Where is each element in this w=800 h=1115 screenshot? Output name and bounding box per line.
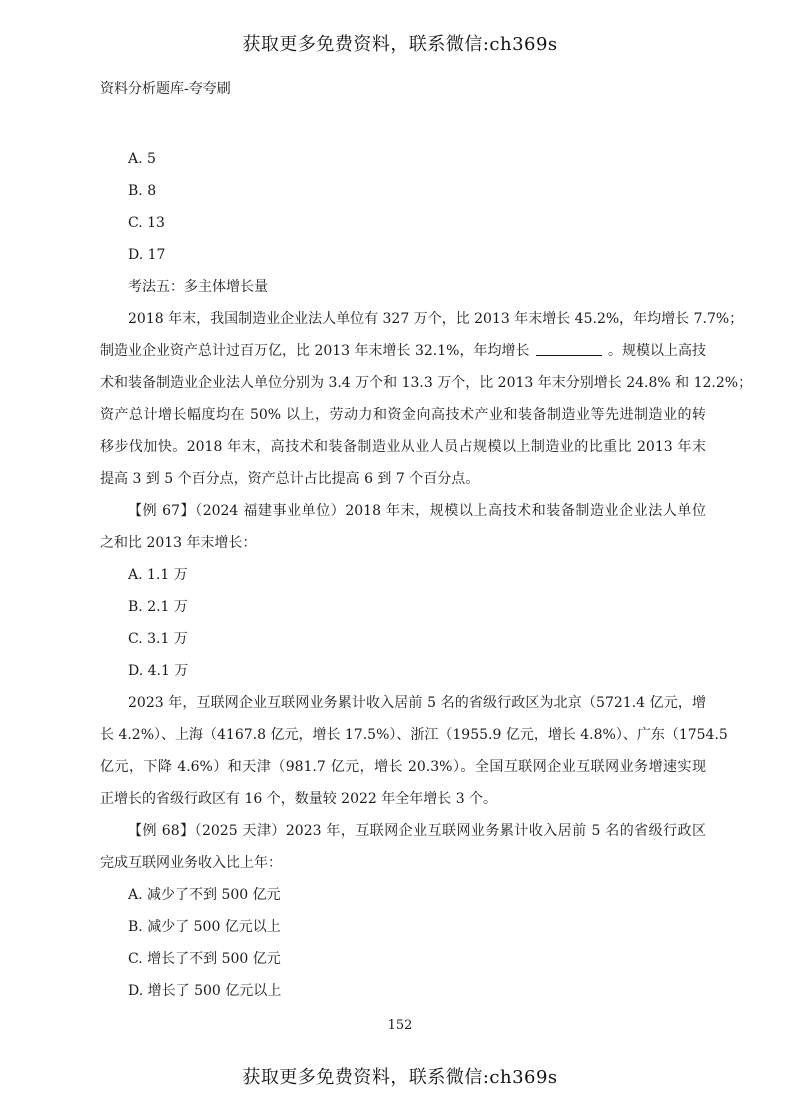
prev-option-a: A. 5 bbox=[128, 151, 156, 167]
example67-question: 【例 67】（2024 福建事业单位）2018 年末，规模以上高技术和装备制造业企业法人单位 bbox=[128, 503, 706, 519]
bottom-watermark-banner: 获取更多免费资料，联系微信:ch369s bbox=[242, 1067, 558, 1088]
example68-question: 【例 68】（2025 天津）2023 年，互联网企业互联网业务累计收入居前 5 名的省级行政区 bbox=[128, 823, 706, 839]
example67-option-b: B. 2.1 万 bbox=[128, 599, 188, 615]
passage2-line: 长 4.2%）、上海（4167.8 亿元，增长 17.5%）、浙江（1955.9 亿元，增长 4.8%）、广东（1754.5 bbox=[100, 727, 728, 743]
passage1-line: 移步伐加快。2018 年末，高技术和装备制造业从业人员占规模以上制造业的比重比 2013 年末 bbox=[100, 439, 706, 455]
passage2-line: 正增长的省级行政区有 16 个，数量较 2022 年全年增长 3 个。 bbox=[100, 791, 498, 807]
fill-blank bbox=[536, 341, 602, 356]
example68-option-b: B. 减少了 500 亿元以上 bbox=[128, 919, 281, 935]
prev-option-b: B. 8 bbox=[128, 183, 157, 199]
example67-option-d: D. 4.1 万 bbox=[128, 663, 189, 679]
example68-question: 完成互联网业务收入比上年： bbox=[100, 855, 282, 871]
example68-option-c: C. 增长了不到 500 亿元 bbox=[128, 951, 281, 967]
top-watermark-banner: 获取更多免费资料，联系微信:ch369s bbox=[242, 34, 558, 55]
example68-option-a: A. 减少了不到 500 亿元 bbox=[128, 887, 281, 903]
example67-option-a: A. 1.1 万 bbox=[128, 567, 188, 583]
passage1-line: 资产总计增长幅度均在 50% 以上，劳动力和资金向高技术产业和装备制造业等先进制造业的转 bbox=[100, 407, 706, 423]
passage2-line: 2023 年，互联网企业互联网业务累计收入居前 5 名的省级行政区为北京（5721.4 亿元，增 bbox=[128, 695, 706, 711]
page-number: 152 bbox=[387, 1018, 413, 1033]
passage1-line: 提高 3 到 5 个百分点，资产总计占比提高 6 到 7 个百分点。 bbox=[100, 471, 480, 487]
example67-question: 之和比 2013 年末增长： bbox=[100, 535, 257, 551]
section-title: 考法五：多主体增长量 bbox=[128, 279, 268, 295]
document-header: 资料分析题库-夸夸刷 bbox=[100, 81, 231, 97]
prev-option-d: D. 17 bbox=[128, 247, 166, 263]
prev-option-c: C. 13 bbox=[128, 215, 165, 231]
passage1-line: 2018 年末，我国制造业企业法人单位有 327 万个，比 2013 年末增长 45.2%，年均增长 7.7%； bbox=[128, 311, 744, 327]
passage1-text: 制造业企业资产总计过百万亿，比 2013 年末增长 32.1%，年均增长 bbox=[100, 343, 530, 359]
passage2-line: 亿元，下降 4.6%）和天津（981.7 亿元，增长 20.3%）。全国互联网企业互联网业务增速实现 bbox=[100, 759, 706, 775]
passage1-line bbox=[100, 341, 706, 361]
example68-option-d: D. 增长了 500 亿元以上 bbox=[128, 983, 282, 999]
example67-option-c: C. 3.1 万 bbox=[128, 631, 188, 647]
passage1-line: 术和装备制造业企业法人单位分别为 3.4 万个和 13.3 万个，比 2013 年末分别增长 24.8% 和 12.2%； bbox=[100, 375, 753, 391]
passage1-text: 。规模以上高技 bbox=[607, 343, 706, 359]
